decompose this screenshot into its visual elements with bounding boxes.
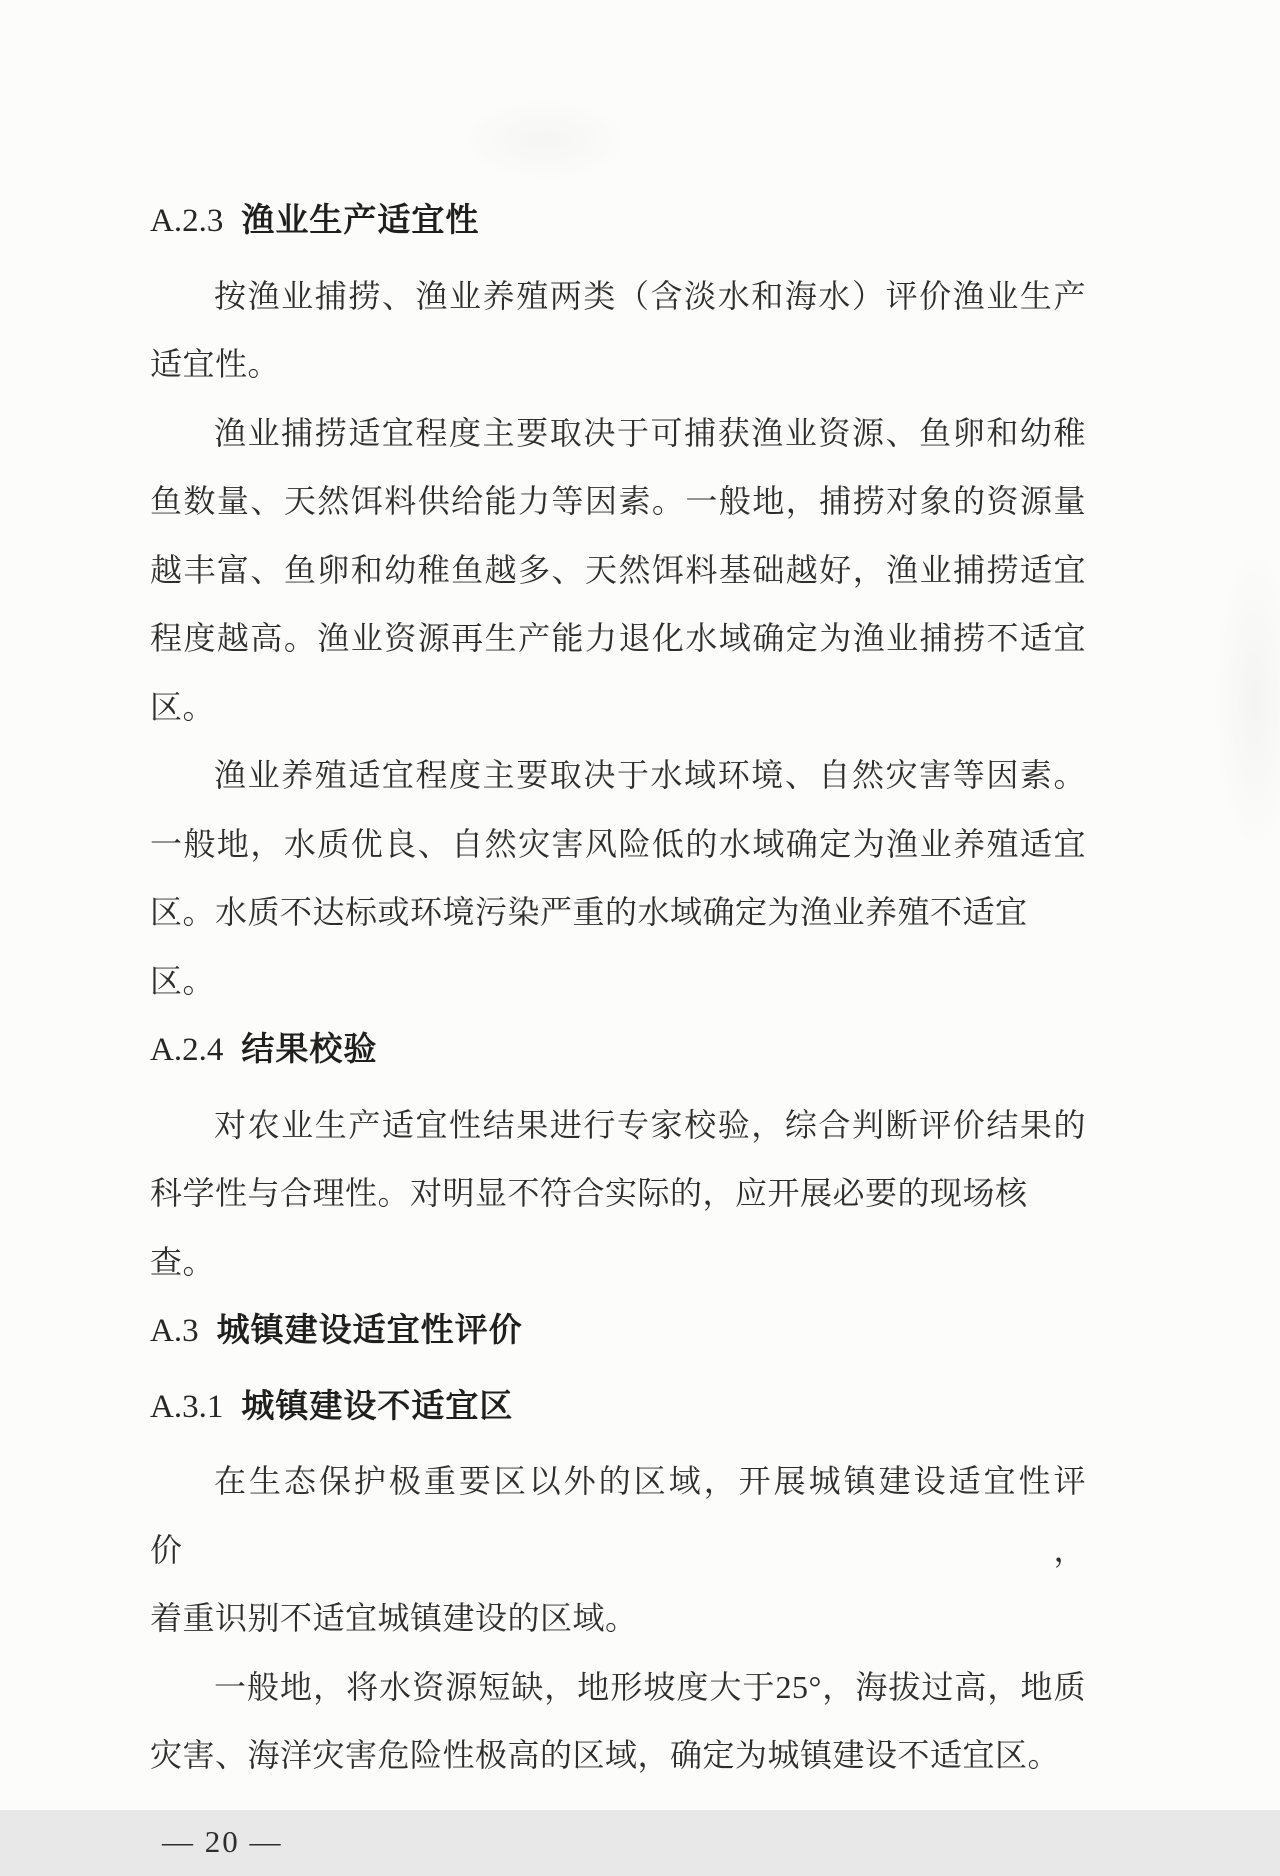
- section-heading-a-3-1: [150, 1372, 1086, 1448]
- body-line: 灾害、海洋灾害危险性极高的区域，确定为城镇建设不适宜区。: [150, 1721, 1086, 1790]
- heading-title: 城镇建设不适宜区: [241, 1387, 513, 1424]
- body-line: 一般地，水质优良、自然灾害风险低的水域确定为渔业养殖适宜: [150, 810, 1086, 879]
- body-line: 越丰富、鱼卵和幼稚鱼越多、天然饵料基础越好，渔业捕捞适宜: [150, 536, 1086, 605]
- section-heading-a-2-4: [150, 1015, 1086, 1091]
- paragraph: [150, 399, 1086, 742]
- heading-number: A.3: [150, 1313, 199, 1349]
- heading-title: 渔业生产适宜性: [241, 201, 479, 238]
- paragraph: [150, 1447, 1086, 1653]
- section-heading-a-3: [150, 1296, 1086, 1372]
- body-line: 一般地，将水资源短缺，地形坡度大于25°，海拔过高，地质: [150, 1653, 1086, 1722]
- page-footer: [162, 1808, 1086, 1876]
- heading-title: 城镇建设适宜性评价: [217, 1311, 523, 1348]
- heading-number: A.2.4: [150, 1032, 223, 1068]
- body-line: 程度越高。渔业资源再生产能力退化水域确定为渔业捕捞不适宜: [150, 604, 1086, 673]
- paragraph: [150, 741, 1086, 1015]
- page-number: — 20 —: [162, 1824, 283, 1859]
- body-line: 着重识别不适宜城镇建设的区域。: [150, 1584, 1086, 1653]
- body-line: 鱼数量、天然饵料供给能力等因素。一般地，捕捞对象的资源量: [150, 467, 1086, 536]
- heading-number: A.3.1: [150, 1389, 223, 1425]
- body-line: 适宜性。: [150, 330, 1086, 399]
- section-heading-a-2-3: [150, 186, 1086, 262]
- heading-number: A.2.3: [150, 203, 223, 239]
- body-line: 区。水质不达标或环境污染严重的水域确定为渔业养殖不适宜区。: [150, 878, 1086, 1015]
- body-line: 区。: [150, 673, 1086, 742]
- paragraph: [150, 1653, 1086, 1790]
- body-line: 对农业生产适宜性结果进行专家校验，综合判断评价结果的: [150, 1091, 1086, 1160]
- body-line: 渔业养殖适宜程度主要取决于水域环境、自然灾害等因素。: [150, 741, 1086, 810]
- body-line: 科学性与合理性。对明显不符合实际的，应开展必要的现场核查。: [150, 1159, 1086, 1296]
- document-body: [150, 0, 1086, 1876]
- body-line: 按渔业捕捞、渔业养殖两类（含淡水和海水）评价渔业生产: [150, 262, 1086, 331]
- heading-title: 结果校验: [241, 1030, 377, 1067]
- body-line: 渔业捕捞适宜程度主要取决于可捕获渔业资源、鱼卵和幼稚: [150, 399, 1086, 468]
- body-line: 在生态保护极重要区以外的区域，开展城镇建设适宜性评价，: [150, 1447, 1086, 1584]
- paragraph: [150, 262, 1086, 399]
- paragraph: [150, 1091, 1086, 1297]
